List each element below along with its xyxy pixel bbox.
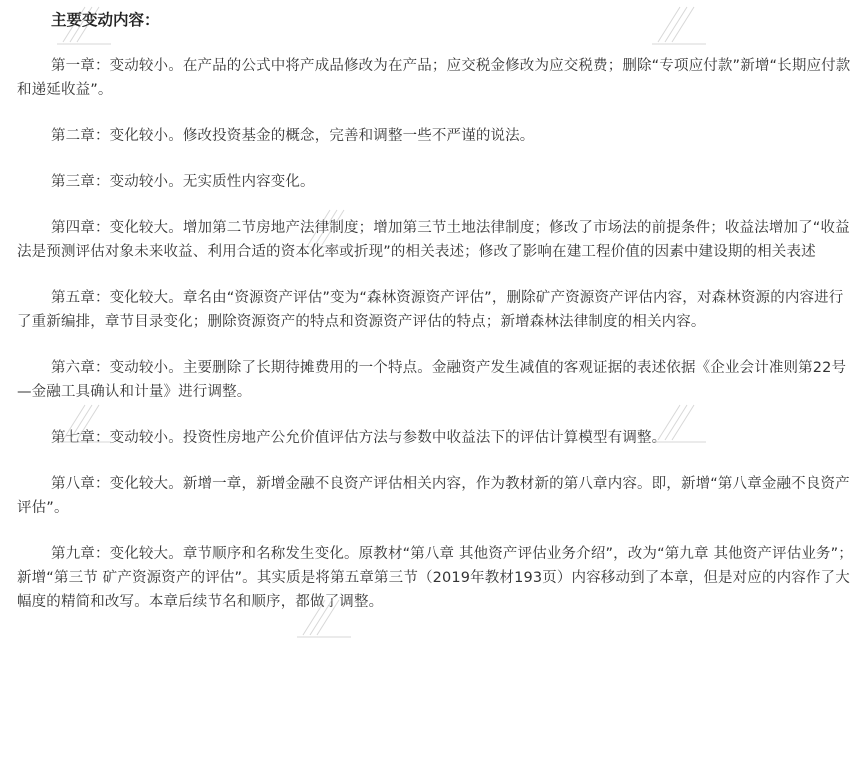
paragraph-chapter-9: 第九章：变化较大。章节顺序和名称发生变化。原教材“第八章 其他资产评估业务介绍”，改为“第九章 其他资产评估业务”；新增“第三节 矿产资源资产的评估”。其实质是将第五章第三节（2019年教材193页）内容移动到了本章，但是对应的内容作了大幅度的精简和改写。本章后续节名和顺序，都做了调整。 [17, 546, 853, 610]
paragraph-chapter-1: 第一章：变动较小。在产品的公式中将产成品修改为在产品；应交税金修改为应交税费；删除“专项应付款”新增“长期应付款和递延收益”。 [17, 58, 851, 98]
paragraph-chapter-2: 第二章：变化较小。修改投资基金的概念，完善和调整一些不严谨的说法。 [51, 128, 535, 144]
section-heading: 主要变动内容： [51, 11, 160, 29]
paragraph-chapter-6: 第六章：变动较小。主要删除了长期待摊费用的一个特点。金融资产发生减值的客观证据的表述依据《企业会计准则第22号—金融工具确认和计量》进行调整。 [17, 360, 847, 400]
paragraph-chapter-5: 第五章：变化较大。章名由“资源资产评估”变为“森林资源资产评估”，删除矿产资源资产评估内容，对森林资源的内容进行了重新编排，章节目录变化；删除资源资产的特点和资源资产评估的特点；新增森林法律制度的相关内容。 [17, 290, 844, 330]
paragraph-chapter-8: 第八章：变化较大。新增一章，新增金融不良资产评估相关内容，作为教材新的第八章内容。即，新增“第八章金融不良资产评估”。 [17, 476, 850, 516]
paragraph-chapter-7: 第七章：变动较小。投资性房地产公允价值评估方法与参数中收益法下的评估计算模型有调整。 [51, 430, 667, 446]
paragraph-chapter-4: 第四章：变化较大。增加第二节房地产法律制度；增加第三节土地法律制度；修改了市场法的前提条件；收益法增加了“收益法是预测评估对象未来收益、利用合适的资本化率或折现”的相关表述；修改了影响在建工程价值的因素中建设期的相关表述 [17, 220, 850, 260]
paragraph-chapter-3: 第三章：变动较小。无实质性内容变化。 [51, 174, 315, 190]
document-body [17, 8, 853, 636]
